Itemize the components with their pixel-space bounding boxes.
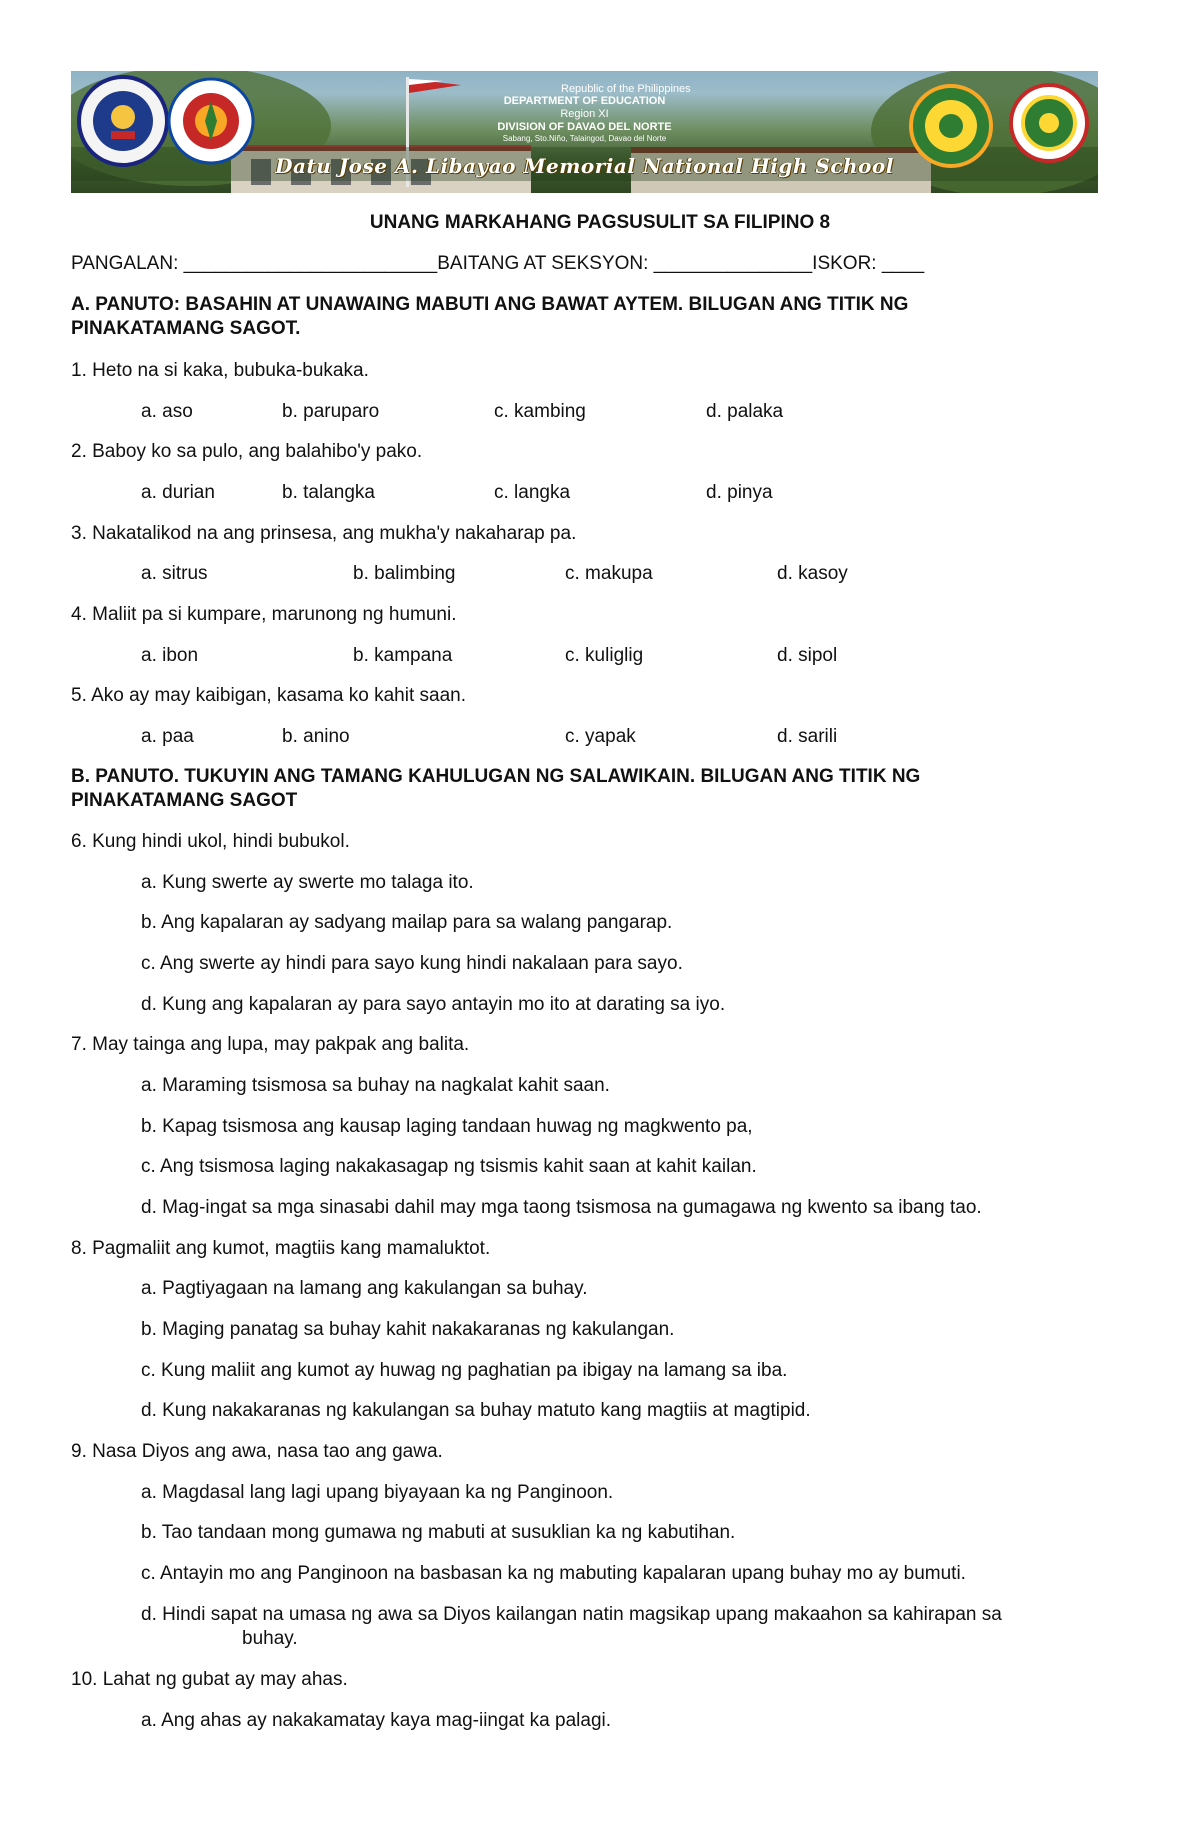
choice-4b[interactable]: b. kampana [353, 645, 453, 666]
banner-school-name: Datu Jose A. Libayao Memorial National High School [275, 154, 894, 178]
choice-2d[interactable]: d. pinya [706, 482, 773, 503]
part-a-instruction-cont: PINAKATAMANG SAGOT. [71, 318, 301, 339]
question-7: 7. May tainga ang lupa, may pakpak ang balita. [71, 1034, 470, 1055]
choice-7d[interactable]: d. Mag-ingat sa mga sinasabi dahil may mga taong tsismosa na gumagawa ng kwento sa ibang tao. [141, 1197, 982, 1218]
question-9: 9. Nasa Diyos ang awa, nasa tao ang gawa. [71, 1441, 443, 1462]
choice-6a[interactable]: a. Kung swerte ay swerte mo talaga ito. [141, 872, 474, 893]
choice-6d[interactable]: d. Kung ang kapalaran ay para sayo antayin mo ito at darating sa iyo. [141, 994, 726, 1015]
banner-address: Sabang, Sto.Niño, Talaingod, Davao del Norte [502, 134, 667, 143]
choice-2c[interactable]: c. langka [494, 482, 571, 503]
choice-9d-cont: buhay. [242, 1628, 298, 1649]
choice-4c[interactable]: c. kuliglig [565, 645, 644, 666]
school-banner [71, 71, 1098, 193]
exam-title: UNANG MARKAHANG PAGSUSULIT SA FILIPINO 8 [369, 212, 831, 233]
banner-republic: Republic of the Philippines [561, 83, 691, 95]
choice-5b[interactable]: b. anino [282, 726, 350, 747]
choice-1d[interactable]: d. palaka [706, 401, 784, 422]
choice-9d[interactable]: d. Hindi sapat na umasa ng awa sa Diyos kailangan natin magsikap upang makaahon sa kahirapan sa [141, 1604, 1002, 1625]
choice-6b[interactable]: b. Ang kapalaran ay sadyang mailap para sa walang pangarap. [141, 912, 673, 933]
choice-8c[interactable]: c. Kung maliit ang kumot ay huwag ng paghatian pa ibigay na lamang sa iba. [141, 1360, 788, 1381]
choice-3a[interactable]: a. sitrus [141, 563, 208, 584]
choice-1a[interactable]: a. aso [141, 401, 193, 422]
choice-1b[interactable]: b. paruparo [282, 401, 380, 422]
choice-6c[interactable]: c. Ang swerte ay hindi para sayo kung hindi nakalaan para sayo. [141, 953, 683, 974]
choice-3d[interactable]: d. kasoy [777, 563, 848, 584]
question-8: 8. Pagmaliit ang kumot, magtiis kang mamaluktot. [71, 1238, 491, 1259]
choice-7a[interactable]: a. Maraming tsismosa sa buhay na nagkalat kahit saan. [141, 1075, 610, 1096]
question-5: 5. Ako ay may kaibigan, kasama ko kahit saan. [71, 685, 466, 706]
choice-8a[interactable]: a. Pagtiyagaan na lamang ang kakulangan sa buhay. [141, 1278, 588, 1299]
banner-region: Region XI [560, 108, 609, 120]
choice-7c[interactable]: c. Ang tsismosa laging nakakasagap ng tsismis kahit saan at kahit kailan. [141, 1156, 757, 1177]
choice-10a[interactable]: a. Ang ahas ay nakakamatay kaya mag-iingat ka palagi. [141, 1710, 612, 1731]
question-6: 6. Kung hindi ukol, hindi bubukol. [71, 831, 350, 852]
question-10: 10. Lahat ng gubat ay may ahas. [71, 1669, 348, 1690]
choice-5d[interactable]: d. sarili [777, 726, 838, 747]
choice-1c[interactable]: c. kambing [494, 401, 586, 422]
choice-5c[interactable]: c. yapak [565, 726, 636, 747]
student-info-line: PANGALAN: ________________________BAITANG AT SEKSYON: _______________ISKOR: ____ [71, 253, 925, 274]
part-a-instruction: A. PANUTO: BASAHIN AT UNAWAING MABUTI ANG BAWAT AYTEM. BILUGAN ANG TITIK NG [71, 294, 909, 315]
choice-8b[interactable]: b. Maging panatag sa buhay kahit nakakaranas ng kakulangan. [141, 1319, 675, 1340]
choice-3c[interactable]: c. makupa [565, 563, 653, 584]
question-1: 1. Heto na si kaka, bubuka-bukaka. [71, 360, 369, 381]
part-b-instruction-cont: PINAKATAMANG SAGOT [71, 790, 298, 811]
choice-4a[interactable]: a. ibon [141, 645, 199, 666]
choice-5a[interactable]: a. paa [141, 726, 194, 747]
question-2: 2. Baboy ko sa pulo, ang balahibo'y pako. [71, 441, 423, 462]
question-4: 4. Maliit pa si kumpare, marunong ng humuni. [71, 604, 457, 625]
choice-7b[interactable]: b. Kapag tsismosa ang kausap laging tandaan huwag ng magkwento pa, [141, 1116, 753, 1137]
part-b-instruction: B. PANUTO. TUKUYIN ANG TAMANG KAHULUGAN NG SALAWIKAIN. BILUGAN ANG TITIK NG [71, 766, 921, 787]
choice-4d[interactable]: d. sipol [777, 645, 838, 666]
choice-3b[interactable]: b. balimbing [353, 563, 456, 584]
banner-department: DEPARTMENT OF EDUCATION [503, 95, 666, 107]
choice-9b[interactable]: b. Tao tandaan mong gumawa ng mabuti at susuklian ka ng kabutihan. [141, 1522, 736, 1543]
choice-9a[interactable]: a. Magdasal lang lagi upang biyayaan ka ng Panginoon. [141, 1482, 614, 1503]
question-3: 3. Nakatalikod na ang prinsesa, ang mukha'y nakaharap pa. [71, 523, 577, 544]
choice-9c[interactable]: c. Antayin mo ang Panginoon na basbasan ka ng mabuting kapalaran upang buhay mo ay bumuti. [141, 1563, 966, 1584]
choice-8d[interactable]: d. Kung nakakaranas ng kakulangan sa buhay matuto kang magtiis at magtipid. [141, 1400, 811, 1421]
choice-2a[interactable]: a. durian [141, 482, 215, 503]
choice-2b[interactable]: b. talangka [282, 482, 375, 503]
banner-division: DIVISION OF DAVAO DEL NORTE [497, 121, 672, 133]
